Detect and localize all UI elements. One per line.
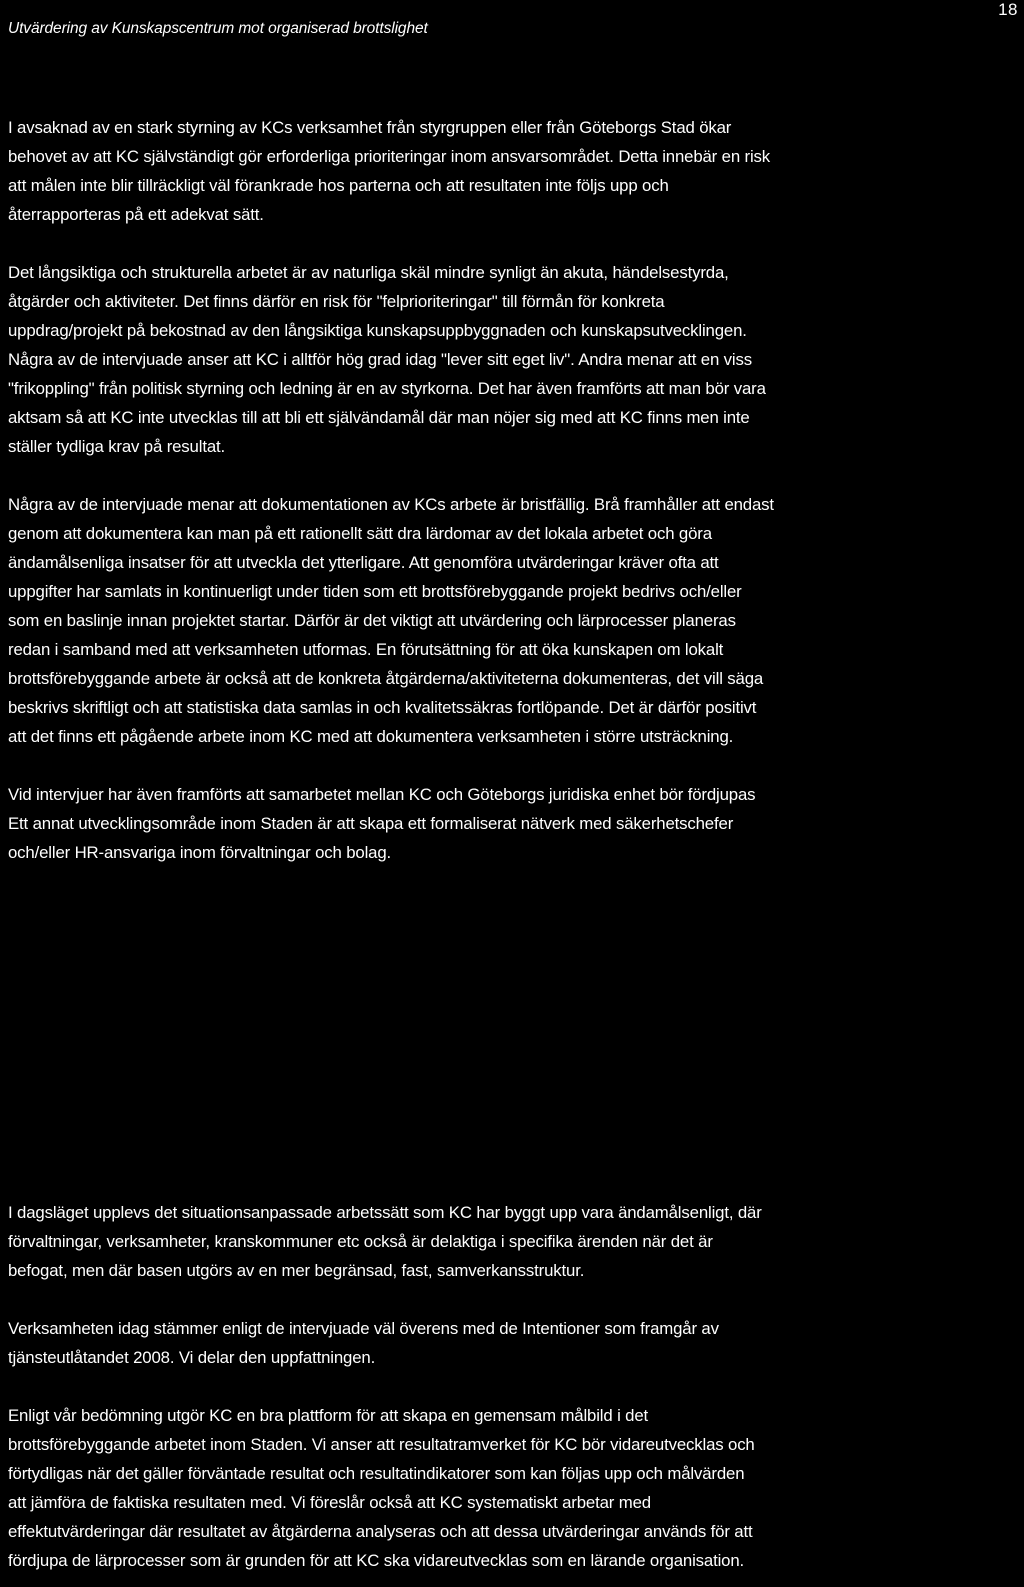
text-line: "frikoppling" från politisk styrning och ledning är en av styrkorna. Det har även framförts att man bör vara bbox=[8, 379, 766, 398]
main-text-top bbox=[8, 113, 1018, 867]
paragraph bbox=[8, 258, 1018, 461]
text-line: uppgifter har samlats in kontinuerligt under tiden som ett brottsförebyggande projekt bedrivs och/eller bbox=[8, 582, 742, 601]
text-line: I dagsläget upplevs det situationsanpassade arbetssätt som KC har byggt upp vara ändamålsenligt, där bbox=[8, 1203, 762, 1222]
text-line: ställer tydliga krav på resultat. bbox=[8, 437, 226, 456]
text-line: effektutvärderingar där resultatet av åtgärderna analyseras och att dessa utvärderingar används för att bbox=[8, 1522, 753, 1541]
paragraph bbox=[8, 113, 1018, 229]
text-line: Enligt vår bedömning utgör KC en bra plattform för att skapa en gemensam målbild i det bbox=[8, 1406, 649, 1425]
main-text-bottom bbox=[8, 1198, 1018, 1575]
text-line: uppdrag/projekt på bekostnad av den långsiktiga kunskapsuppbyggnaden och kunskapsutvecklingen. bbox=[8, 321, 747, 340]
text-line: att det finns ett pågående arbete inom KC med att dokumentera verksamheten i större utsträckning. bbox=[8, 727, 734, 746]
paragraph bbox=[8, 780, 1018, 867]
text-line: ändamålsenliga insatser för att utveckla det ytterligare. Att genomföra utvärderingar kräver ofta att bbox=[8, 553, 719, 572]
text-line: redan i samband med att verksamheten utformas. En förutsättning för att öka kunskapen om lokalt bbox=[8, 640, 724, 659]
text-line: beskrivs skriftligt och att statistiska data samlas in och kvalitetssäkras fortlöpande. Det är därför positivt bbox=[8, 698, 757, 717]
page-number: 18 bbox=[998, 0, 1018, 19]
text-line: återrapporteras på ett adekvat sätt. bbox=[8, 205, 264, 224]
text-line: Det långsiktiga och strukturella arbetet är av naturliga skäl mindre synligt än akuta, händelsestyrda, bbox=[8, 263, 729, 282]
text-line: aktsam så att KC inte utvecklas till att bli ett självändamål där man nöjer sig med att KC finns men inte bbox=[8, 408, 750, 427]
text-line: och/eller HR-ansvariga inom förvaltningar och bolag. bbox=[8, 843, 392, 862]
text-line: som en baslinje innan projektet startar. Därför är det viktigt att utvärdering och lärprocesser planeras bbox=[8, 611, 736, 630]
document-title: Utvärdering av Kunskapscentrum mot organiserad brottslighet bbox=[8, 20, 428, 37]
text-line: att målen inte blir tillräckligt väl förankrade hos parterna och att resultaten inte följs upp och bbox=[8, 176, 669, 195]
paragraph bbox=[8, 490, 1018, 751]
text-line: Ett annat utvecklingsområde inom Staden är att skapa ett formaliserat nätverk med säkerhetschefer bbox=[8, 814, 734, 833]
text-line: förvaltningar, verksamheter, kranskommuner etc också är delaktiga i specifika ärenden när det är bbox=[8, 1232, 713, 1251]
text-line: I avsaknad av en stark styrning av KCs verksamhet från styrgruppen eller från Göteborgs Stad ökar bbox=[8, 118, 732, 137]
text-line: Några av de intervjuade menar att dokumentationen av KCs arbete är bristfällig. Brå framhåller att endast bbox=[8, 495, 774, 514]
text-line: brottsförebyggande arbetet inom Staden. Vi anser att resultatramverket för KC bör vidareutvecklas och bbox=[8, 1435, 755, 1454]
text-line: fördjupa de lärprocesser som är grunden för att KC ska vidareutvecklas som en lärande organisation. bbox=[8, 1551, 745, 1570]
text-line: Vid intervjuer har även framförts att samarbetet mellan KC och Göteborgs juridiska enhet bör fördjupas bbox=[8, 785, 756, 804]
text-line: att jämföra de faktiska resultaten med. Vi föreslår också att KC systematiskt arbetar med bbox=[8, 1493, 651, 1512]
text-line: behovet av att KC självständigt gör erforderliga prioriteringar inom ansvarsområdet. Detta innebär en risk bbox=[8, 147, 771, 166]
paragraph bbox=[8, 1198, 1018, 1285]
text-line: Verksamheten idag stämmer enligt de intervjuade väl överens med de Intentioner som framgår av bbox=[8, 1319, 719, 1338]
text-line: Några av de intervjuade anser att KC i alltför hög grad idag "lever sitt eget liv". Andra menar att en viss bbox=[8, 350, 752, 369]
text-line: genom att dokumentera kan man på ett rationellt sätt dra lärdomar av det lokala arbetet och göra bbox=[8, 524, 712, 543]
paragraph bbox=[8, 1401, 1018, 1575]
text-line: tjänsteutlåtandet 2008. Vi delar den uppfattningen. bbox=[8, 1348, 376, 1367]
paragraph bbox=[8, 1314, 1018, 1372]
text-line: åtgärder och aktiviteter. Det finns därför en risk för "felprioriteringar" till förmån för konkreta bbox=[8, 292, 665, 311]
text-line: befogat, men där basen utgörs av en mer begränsad, fast, samverkansstruktur. bbox=[8, 1261, 585, 1280]
text-line: förtydligas när det gäller förväntade resultat och resultatindikatorer som kan följas upp och målvärden bbox=[8, 1464, 745, 1483]
text-line: brottsförebyggande arbete är också att de konkreta åtgärderna/aktiviteterna dokumenteras, det vill säga bbox=[8, 669, 764, 688]
